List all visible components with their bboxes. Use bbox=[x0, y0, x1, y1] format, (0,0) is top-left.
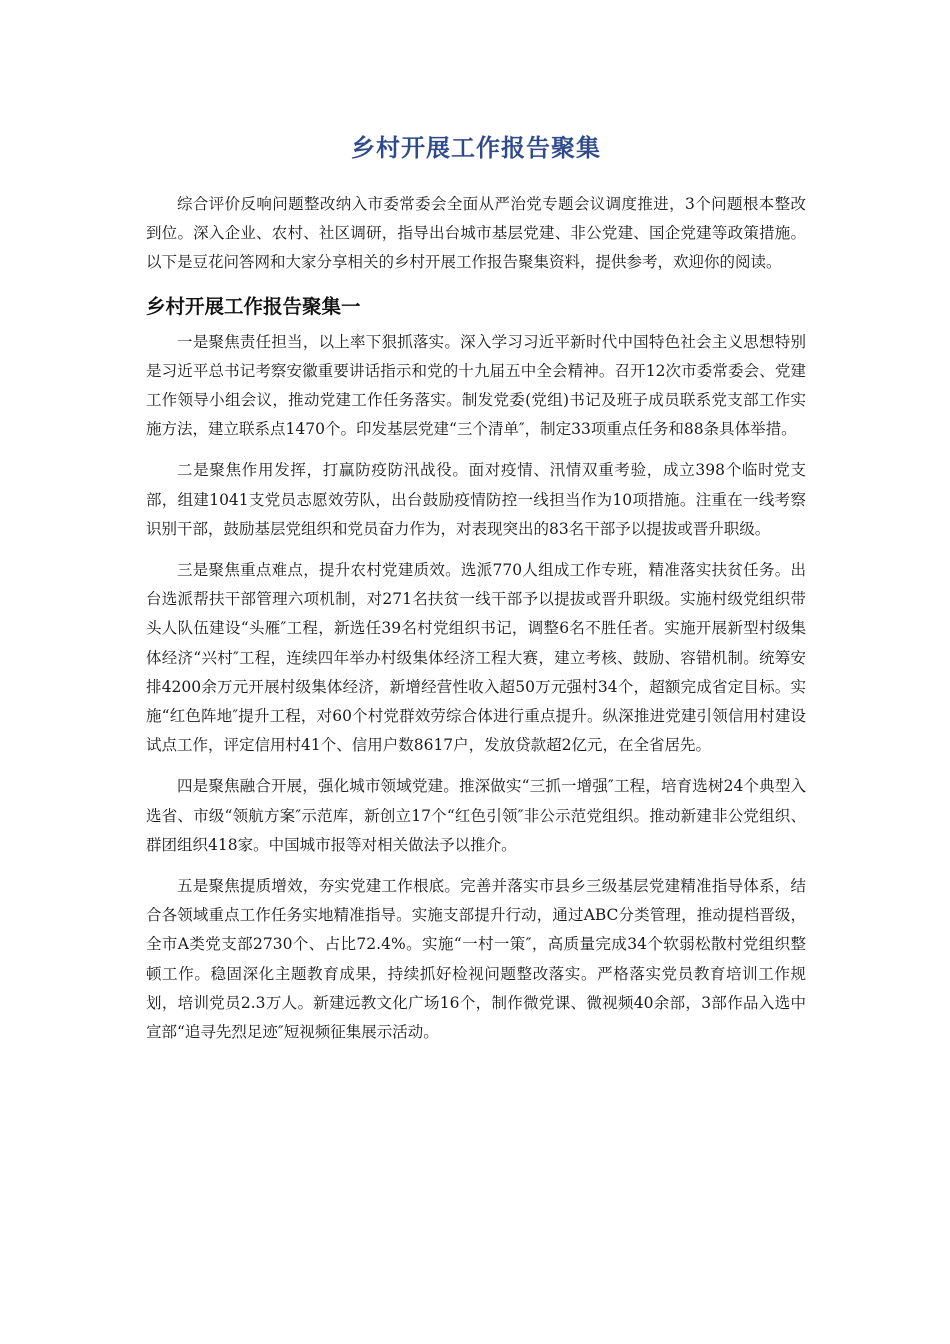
paragraph-2: 二是聚焦作用发挥，打赢防疫防汛战役。面对疫情、汛情双重考验，成立398个临时党支部，组建1041支党员志愿效劳队，出台鼓励疫情防控一线担当作为10项措施。注重在一线考察识别干部，鼓励基层党组织和党员奋力作为，对表现突出的83名干部予以提拔或晋升职级。 bbox=[146, 461, 806, 538]
page-title: 乡村开展工作报告聚集 bbox=[351, 134, 601, 162]
paragraph-5: 五是聚焦提质增效，夯实党建工作根底。完善并落实市县乡三级基层党建精准指导体系，结合各领域重点工作任务实地精准指导。实施支部提升行动，通过ABC分类管理，推动提档晋级，全市A类党支部2730个、占比72.4%。实施“一村一策″，高质量完成34个软弱松散村党组织整顿工作。稳固深化主题教育成果，持续抓好检视问题整改落实。严格落实党员教育培训工作规划，培训党员2.3万人。新建远教文化广场16个，制作微党课、微视频40余部，3部作品入选中宣部“追寻先烈足迹″短视频征集展示活动。 bbox=[146, 877, 806, 1042]
section-heading: 乡村开展工作报告聚集一 bbox=[146, 294, 361, 318]
document-body bbox=[146, 130, 806, 1059]
paragraph-4: 四是聚焦融合开展，强化城市领域党建。推深做实“三抓一增强″工程，培育选树24个典型入选省、市级“领航方案″示范库，新创立17个“红色引领″非公示范党组织。推动新建非公党组织、群团组织418家。中国城市报等对相关做法予以推介。 bbox=[146, 777, 806, 854]
paragraph-3: 三是聚焦重点难点，提升农村党建质效。选派770人组成工作专班，精准落实扶贫任务。出台选派帮扶干部管理六项机制，对271名扶贫一线干部予以提拔或晋升职级。实施村级党组织带头人队伍建设“头雁″工程，新选任39名村党组织书记，调整6名不胜任者。实施开展新型村级集体经济“兴村″工程，连续四年举办村级集体经济工程大赛，建立考核、鼓励、容错机制。统筹安排4200余万元开展村级集体经济，新增经营性收入超50万元强村34个，超额完成省定目标。实施“红色阵地″提升工程，对60个村党群效劳综合体进行重点提升。纵深推进党建引领信用村建设试点工作，评定信用村41个、信用户数8617户，发放贷款超2亿元，在全省居先。 bbox=[146, 561, 806, 755]
paragraph-1: 一是聚焦责任担当，以上率下狠抓落实。深入学习习近平新时代中国特色社会主义思想特别是习近平总书记考察安徽重要讲话指示和党的十九届五中全会精神。召开12次市委常委会、党建工作领导小组会议，推动党建工作任务落实。制发党委(党组)书记及班子成员联系党支部工作实施方法，建立联系点1470个。印发基层党建“三个清单″，制定33项重点任务和88条具体举措。 bbox=[146, 332, 806, 439]
intro-paragraph: 综合评价反响问题整改纳入市委常委会全面从严治党专题会议调度推进，3个问题根本整改到位。深入企业、农村、社区调研，指导出台城市基层党建、非公党建、国企党建等政策措施。以下是豆花问答网和大家分享相关的乡村开展工作报告聚集资料，提供参考，欢迎你的阅读。 bbox=[146, 195, 806, 272]
